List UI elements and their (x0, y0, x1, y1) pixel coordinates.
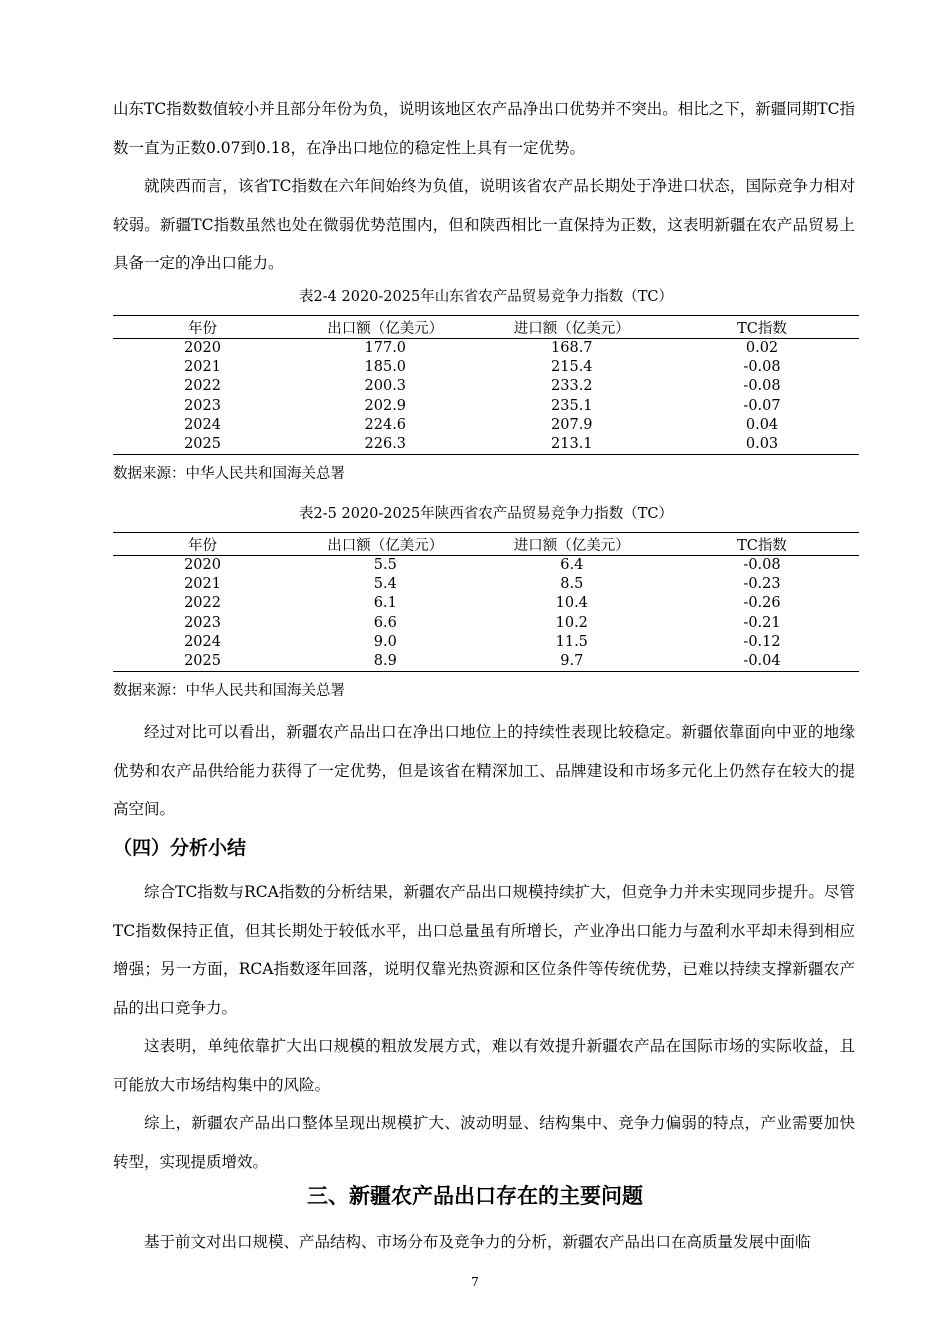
cell-tc: -0.26 (743, 595, 781, 612)
cell-tc: -0.21 (743, 614, 781, 631)
column-header-year: 年份 (113, 533, 292, 556)
table-shaanxi-tc (113, 532, 859, 672)
table-row (113, 633, 859, 652)
table-row (113, 614, 859, 633)
table-row (113, 435, 859, 455)
cell-import: 10.4 (555, 595, 588, 612)
table-row (113, 397, 859, 416)
table-row (113, 652, 859, 672)
paragraph-problems-intro: 基于前文对出口规模、产品结构、市场分布及竞争力的分析，新疆农产品出口在高质量发展中面临 (144, 1233, 811, 1251)
cell-year: 2020 (184, 557, 221, 574)
cell-import: 168.7 (551, 340, 593, 357)
table-caption-shandong: 表2-4 2020-2025年山东省农产品贸易竞争力指数（TC） (299, 289, 673, 305)
cell-export: 224.6 (364, 416, 407, 433)
table-row (113, 556, 859, 576)
paragraph-extensive-growth: 这表明，单纯依靠扩大出口规模的粗放发展方式，难以有效提升新疆农产品在国际市场的实际收益，且可能放大市场结构集中的风险。 (113, 1037, 855, 1094)
cell-import: 233.2 (551, 378, 593, 395)
cell-import: 213.1 (551, 436, 593, 453)
column-header-import: 进口额（亿美元） (479, 533, 666, 556)
table-row (113, 416, 859, 435)
cell-tc: 0.04 (745, 416, 779, 433)
cell-tc: -0.12 (743, 633, 781, 650)
cell-tc: -0.08 (743, 378, 781, 395)
cell-year: 2025 (184, 436, 221, 453)
column-header-export: 出口额（亿美元） (292, 533, 479, 556)
cell-import: 235.1 (551, 397, 593, 414)
cell-year: 2024 (184, 633, 221, 650)
column-header-year: 年份 (113, 316, 292, 339)
table-header-row (113, 316, 859, 339)
cell-tc: -0.04 (743, 653, 781, 670)
table-shandong-tc (113, 315, 859, 455)
cell-export: 9.0 (373, 633, 397, 650)
table-row (113, 575, 859, 594)
cell-import: 8.5 (560, 576, 584, 593)
section-heading-summary: （四）分析小结 (113, 837, 247, 859)
cell-year: 2023 (184, 397, 221, 414)
cell-export: 185.0 (364, 359, 407, 376)
cell-export: 200.3 (364, 378, 407, 395)
cell-year: 2022 (184, 595, 221, 612)
cell-tc: -0.08 (743, 557, 781, 574)
cell-import: 215.4 (551, 359, 593, 376)
chapter-heading-main-problems: 三、新疆农产品出口存在的主要问题 (307, 1184, 643, 1208)
paragraph-shaanxi-comparison: 就陕西而言，该省TC指数在六年间始终为负值，说明该省农产品长期处于净进口状态，国际竞争力相对较弱。新疆TC指数虽然也处在微弱优势范围内，但和陕西相比一直保持为正数，这表明新疆在农产品贸易上具备一定的净出口能力。 (113, 177, 855, 272)
cell-export: 8.9 (373, 653, 397, 670)
page-number: 7 (471, 1275, 479, 1289)
cell-export: 202.9 (364, 397, 407, 414)
cell-tc: -0.07 (743, 397, 781, 414)
cell-tc: -0.23 (743, 576, 781, 593)
cell-year: 2022 (184, 378, 221, 395)
cell-tc: -0.08 (743, 359, 781, 376)
column-header-export: 出口额（亿美元） (292, 316, 479, 339)
table-row (113, 594, 859, 613)
cell-tc: 0.02 (745, 340, 779, 357)
table-caption-shaanxi: 表2-5 2020-2025年陕西省农产品贸易竞争力指数（TC） (299, 506, 673, 522)
table-source-shandong: 数据来源：中华人民共和国海关总署 (113, 466, 345, 482)
cell-year: 2024 (184, 416, 221, 433)
table-row (113, 358, 859, 377)
column-header-import: 进口额（亿美元） (479, 316, 666, 339)
cell-export: 226.3 (364, 436, 407, 453)
cell-import: 6.4 (560, 557, 584, 574)
table-row (113, 339, 859, 359)
table-source-shaanxi: 数据来源：中华人民共和国海关总署 (113, 683, 345, 699)
paragraph-overall-conclusion: 综上，新疆农产品出口整体呈现出规模扩大、波动明显、结构集中、竞争力偏弱的特点，产业需要加快转型，实现提质增效。 (113, 1114, 855, 1171)
paragraph-summary-analysis: 综合TC指数与RCA指数的分析结果，新疆农产品出口规模持续扩大，但竞争力并未实现同步提升。尽管TC指数保持正值，但其长期处于较低水平，出口总量虽有所增长，产业净出口能力与盈利水平却未得到相应增强；另一方面，RCA指数逐年回落，说明仅靠光热资源和区位条件等传统优势，已难以持续支撑新疆农产品的出口竞争力。 (113, 883, 855, 1017)
cell-export: 6.6 (373, 614, 397, 631)
cell-year: 2021 (184, 359, 221, 376)
cell-export: 5.5 (373, 557, 397, 574)
cell-year: 2023 (184, 614, 221, 631)
cell-tc: 0.03 (745, 436, 779, 453)
cell-year: 2025 (184, 653, 221, 670)
cell-import: 207.9 (551, 416, 593, 433)
cell-year: 2021 (184, 576, 221, 593)
cell-import: 11.5 (555, 633, 588, 650)
table-row (113, 377, 859, 396)
cell-export: 6.1 (373, 595, 397, 612)
column-header-tc: TC指数 (665, 533, 859, 556)
cell-export: 5.4 (373, 576, 397, 593)
paragraph-comparison-conclusion: 经过对比可以看出，新疆农产品出口在净出口地位上的持续性表现比较稳定。新疆依靠面向中亚的地缘优势和农产品供给能力获得了一定优势，但是该省在精深加工、品牌建设和市场多元化上仍然存在较大的提高空间。 (113, 723, 855, 818)
paragraph-shandong-comparison: 山东TC指数数值较小并且部分年份为负，说明该地区农产品净出口优势并不突出。相比之下，新疆同期TC指数一直为正数0.07到0.18，在净出口地位的稳定性上具有一定优势。 (113, 100, 855, 157)
cell-import: 9.7 (560, 653, 584, 670)
cell-export: 177.0 (364, 340, 407, 357)
column-header-tc: TC指数 (665, 316, 859, 339)
cell-import: 10.2 (555, 614, 588, 631)
table-header-row (113, 533, 859, 556)
cell-year: 2020 (184, 340, 221, 357)
